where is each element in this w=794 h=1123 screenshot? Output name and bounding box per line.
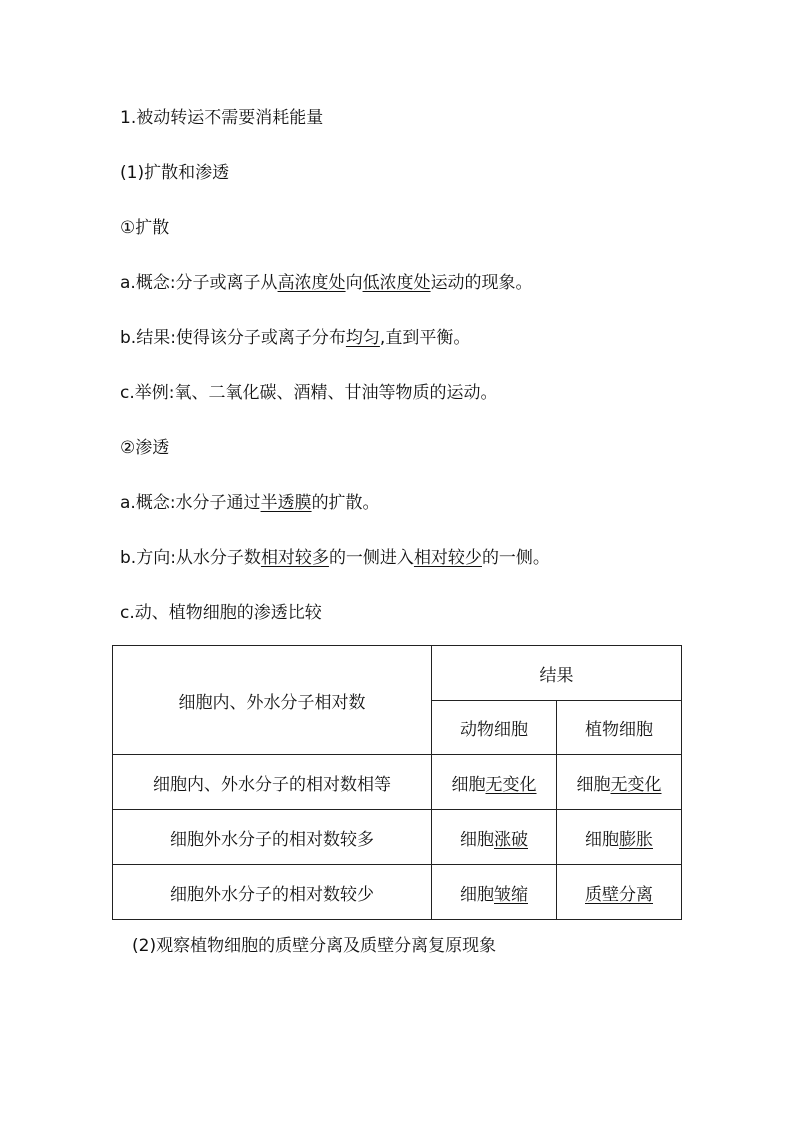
animal-cell: 细胞皱缩 bbox=[432, 865, 557, 920]
subsection-heading-2: (2)观察植物细胞的质壁分离及质壁分离复原现象 bbox=[132, 936, 497, 956]
osmosis-title: ②渗透 bbox=[120, 438, 170, 458]
answer-blank: 高浓度处 bbox=[277, 273, 346, 293]
diffusion-result: b.结果:使得该分子或离子分布均匀,直到平衡。 bbox=[120, 328, 471, 348]
plant-cell: 质壁分离 bbox=[557, 865, 682, 920]
condition-cell: 细胞外水分子的相对数较少 bbox=[113, 865, 432, 920]
answer-blank: 低浓度处 bbox=[362, 273, 431, 293]
table-animal-header: 动物细胞 bbox=[432, 701, 557, 755]
section-heading: 1.被动转运不需要消耗能量 bbox=[120, 108, 324, 128]
osmosis-comparison-table bbox=[112, 645, 682, 920]
osmosis-direction: b.方向:从水分子数相对较多的一侧进入相对较少的一侧。 bbox=[120, 548, 550, 568]
subsection-heading: (1)扩散和渗透 bbox=[120, 163, 230, 183]
table-plant-header: 植物细胞 bbox=[557, 701, 682, 755]
diffusion-concept: a.概念:分子或离子从高浓度处向低浓度处运动的现象。 bbox=[120, 273, 533, 293]
answer-blank: 相对较多 bbox=[260, 548, 329, 568]
plant-cell: 细胞无变化 bbox=[557, 755, 682, 810]
table-row bbox=[113, 865, 682, 920]
table-row bbox=[113, 755, 682, 810]
diffusion-example: c.举例:氧、二氧化碳、酒精、甘油等物质的运动。 bbox=[120, 383, 498, 403]
animal-cell: 细胞无变化 bbox=[432, 755, 557, 810]
condition-cell: 细胞外水分子的相对数较多 bbox=[113, 810, 432, 865]
answer-blank: 均匀 bbox=[345, 328, 380, 348]
table-row bbox=[113, 810, 682, 865]
condition-cell: 细胞内、外水分子的相对数相等 bbox=[113, 755, 432, 810]
answer-blank: 相对较少 bbox=[413, 548, 482, 568]
osmosis-concept: a.概念:水分子通过半透膜的扩散。 bbox=[120, 493, 380, 513]
diffusion-title: ①扩散 bbox=[120, 218, 170, 238]
answer-blank: 半透膜 bbox=[260, 493, 312, 513]
osmosis-comparison-title: c.动、植物细胞的渗透比较 bbox=[120, 603, 322, 623]
table-result-header: 结果 bbox=[432, 646, 682, 701]
animal-cell: 细胞涨破 bbox=[432, 810, 557, 865]
plant-cell: 细胞膨胀 bbox=[557, 810, 682, 865]
table-corner-header: 细胞内、外水分子相对数 bbox=[113, 646, 432, 755]
